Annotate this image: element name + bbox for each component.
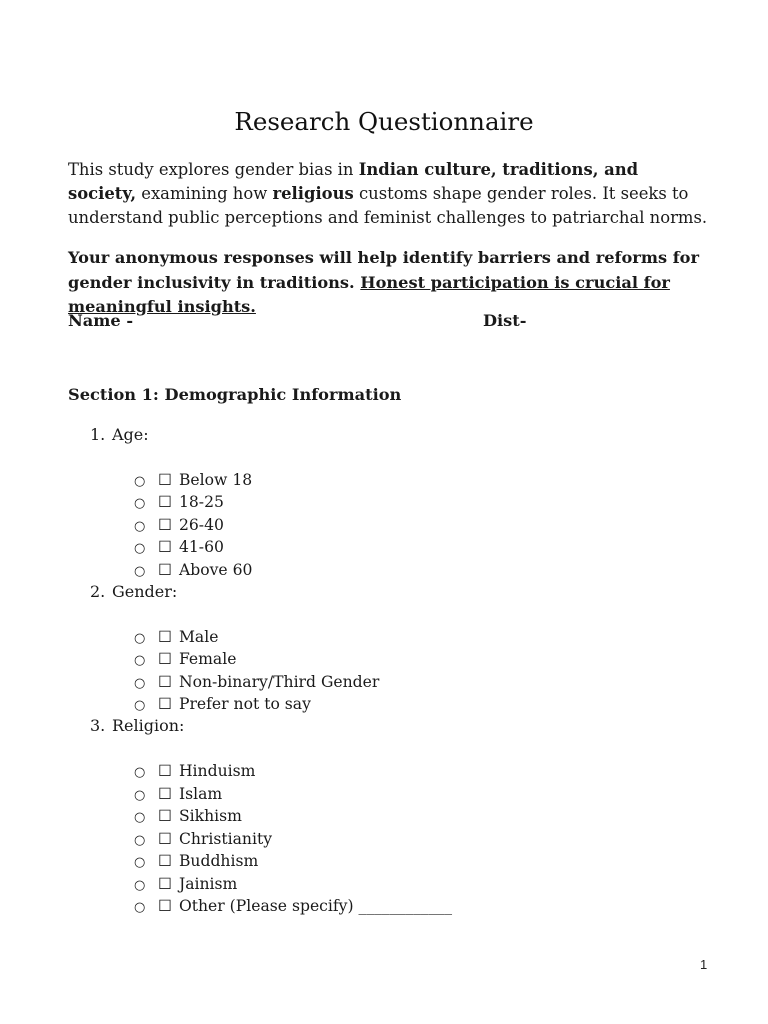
question-number: 3.: [90, 716, 106, 735]
circle-bullet-icon: ○: [134, 564, 146, 579]
option-item[interactable]: [134, 470, 252, 492]
question-religion: [90, 716, 184, 735]
circle-bullet-icon: ○: [134, 496, 146, 511]
checkbox-icon[interactable]: ☐: [158, 875, 172, 893]
document-title: Research Questionnaire: [234, 107, 534, 136]
option-label: Prefer not to say: [178, 695, 311, 713]
page-number: 1: [700, 957, 708, 972]
question-label: Age:: [112, 425, 149, 444]
intro-bold-text: religious: [272, 184, 354, 203]
intro-paragraph: [68, 158, 708, 230]
checkbox-icon[interactable]: ☐: [158, 807, 172, 825]
option-label: Jainism: [178, 875, 238, 893]
option-item[interactable]: [134, 694, 311, 716]
name-field-label: Name -: [68, 311, 134, 330]
checkbox-icon[interactable]: ☐: [158, 762, 172, 780]
intro-text: examining how: [136, 184, 273, 203]
intro-text: This study explores gender bias in: [68, 160, 359, 179]
question-label: Gender:: [112, 582, 178, 601]
district-field-label: Dist-: [483, 311, 527, 330]
question-label: Religion:: [112, 716, 185, 735]
option-label: 26-40: [178, 516, 224, 534]
circle-bullet-icon: ○: [134, 833, 146, 848]
option-label: Non-binary/Third Gender: [178, 673, 380, 691]
option-label: Islam: [178, 785, 223, 803]
checkbox-icon[interactable]: ☐: [158, 538, 172, 556]
checkbox-icon[interactable]: ☐: [158, 493, 172, 511]
circle-bullet-icon: ○: [134, 855, 146, 870]
option-item[interactable]: [134, 649, 236, 671]
option-label: Female: [178, 650, 237, 668]
circle-bullet-icon: ○: [134, 653, 146, 668]
circle-bullet-icon: ○: [134, 631, 146, 646]
circle-bullet-icon: ○: [134, 474, 146, 489]
option-item[interactable]: [134, 784, 222, 806]
circle-bullet-icon: ○: [134, 698, 146, 713]
circle-bullet-icon: ○: [134, 878, 146, 893]
option-label: Sikhism: [178, 807, 242, 825]
option-item[interactable]: [134, 851, 258, 873]
option-label: Buddhism: [178, 852, 259, 870]
option-item[interactable]: [134, 829, 272, 851]
option-label: Below 18: [178, 471, 253, 489]
checkbox-icon[interactable]: ☐: [158, 897, 172, 915]
question-number: 1.: [90, 425, 106, 444]
option-item[interactable]: [134, 672, 379, 694]
circle-bullet-icon: ○: [134, 788, 146, 803]
option-label: 18-25: [178, 493, 224, 511]
note-underlined-text: Honest participation is crucial for meaningful insights.: [68, 272, 670, 316]
circle-bullet-icon: ○: [134, 541, 146, 556]
participation-note: [68, 246, 728, 320]
option-label: 41-60: [178, 538, 224, 556]
option-item[interactable]: [134, 896, 452, 918]
checkbox-icon[interactable]: ☐: [158, 516, 172, 534]
checkbox-icon[interactable]: ☐: [158, 471, 172, 489]
option-label: Christianity: [178, 830, 273, 848]
circle-bullet-icon: ○: [134, 810, 146, 825]
option-item[interactable]: [134, 492, 224, 514]
checkbox-icon[interactable]: ☐: [158, 852, 172, 870]
intro-bold-text: Indian culture, traditions, and society,: [68, 160, 639, 203]
question-number: 2.: [90, 582, 106, 601]
option-label: Male: [178, 628, 219, 646]
intro-text: customs shape gender roles. It seeks to understand public perceptions and feminist challenges to patriarchal norms.: [68, 184, 708, 227]
option-item[interactable]: [134, 560, 252, 582]
question-age: [90, 425, 149, 444]
checkbox-icon[interactable]: ☐: [158, 628, 172, 646]
checkbox-icon[interactable]: ☐: [158, 695, 172, 713]
option-label: Other (Please specify) ____________: [178, 897, 453, 915]
circle-bullet-icon: ○: [134, 676, 146, 691]
option-item[interactable]: [134, 537, 224, 559]
option-label: Above 60: [178, 561, 253, 579]
option-label: Hinduism: [178, 762, 256, 780]
option-item[interactable]: [134, 515, 224, 537]
option-item[interactable]: [134, 806, 242, 828]
note-text: Your anonymous responses will help identify barriers and reforms for gender inclusivity in traditions.: [68, 248, 699, 292]
option-item[interactable]: [134, 761, 255, 783]
checkbox-icon[interactable]: ☐: [158, 785, 172, 803]
option-item[interactable]: [134, 627, 218, 649]
circle-bullet-icon: ○: [134, 765, 146, 780]
checkbox-icon[interactable]: ☐: [158, 673, 172, 691]
circle-bullet-icon: ○: [134, 519, 146, 534]
circle-bullet-icon: ○: [134, 900, 146, 915]
option-item[interactable]: [134, 874, 237, 896]
question-gender: [90, 582, 177, 601]
checkbox-icon[interactable]: ☐: [158, 650, 172, 668]
checkbox-icon[interactable]: ☐: [158, 830, 172, 848]
section-title: Section 1: Demographic Information: [68, 385, 402, 404]
checkbox-icon[interactable]: ☐: [158, 561, 172, 579]
